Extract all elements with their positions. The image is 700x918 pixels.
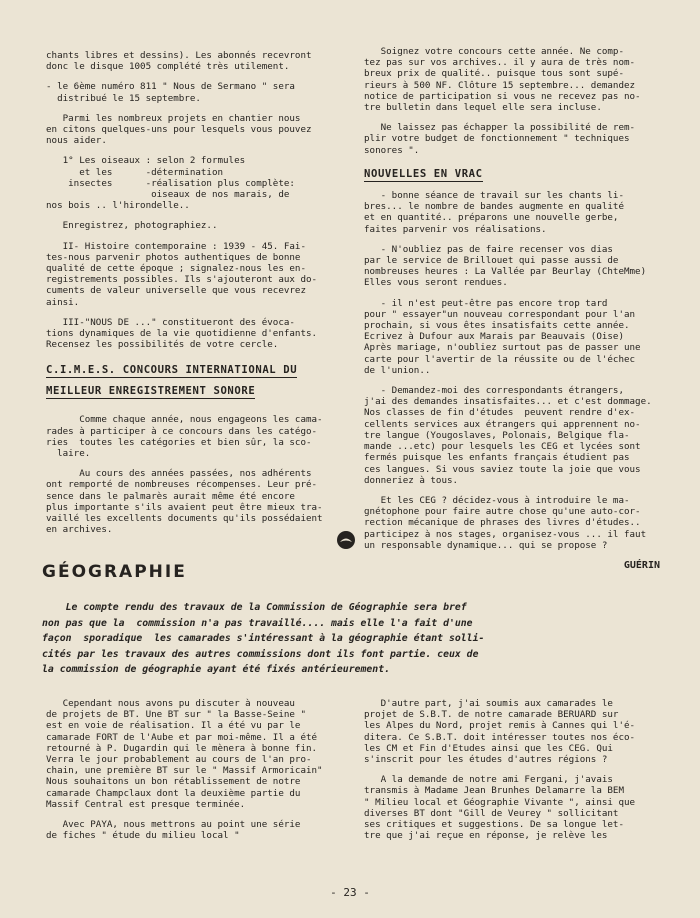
geography-left-column [46, 698, 342, 850]
paragraph: Enregistrez, photographiez.. [46, 220, 218, 232]
paragraph: Au cours des années passées, nos adhérents ont remporté de nombreuses récompenses. Leur pré- sence dans le palmarès aurait même été encore plus importante s'ils avaient peut être mieux tra- vaillé les excellents documents qu'ils possédaient en archives. [46, 468, 323, 536]
paragraph: Parmi les nombreux projets en chantier nous en citons quelques-uns pour lesquels vous pouvez nous aider. [46, 112, 312, 147]
paragraph: II- Histoire contemporaine : 1939 - 45. Fai- tes-nous parvenir photos authentiques de bonne qualité de cette époque ; signalez-nous les en- registrements possibles. Ils s'ajouteront aux do- cuments de valeur universelle que vous recevrez ainsi. [46, 240, 318, 308]
paragraph: Cependant nous avons pu discuter à nouveau de projets de BT. Une BT sur " la Basse-Seine " est en voie de réalisation. Il a été vu par le camarade FORT de l'Aube et par moi-même. Il a été retourné à P. Dugardin qui le mènera à bonne fin. Verra le jour probablement au cours de l'an pro- chain, une première BT sur le " Massif Armoricain" Nous souhaitons un bon rétablissement de notre camarade Champclaux dont la deuxième partie du Massif Central est presque terminée. [46, 698, 323, 810]
paragraph: Et les CEG ? décidez-vous à introduire le ma- gnétophone pour faire autre chose qu'une auto-cor- rection mécanique de phrases des livres d'études.. participez à nos stages, organisez-vous ... il faut un responsable dynamique... qui se propose ? [364, 494, 647, 551]
paragraph: - Demandez-moi des correspondants étrangers, j'ai des demandes insatisfaites... et c'est dommage. Nos classes de fin d'études peuvent rendre d'ex- cellents services aux étrangers qui apprennent no- tre langue (Yougoslaves, Polonais, Belgique fla- mande ...etc) pour lesquels les CEG et lycées sont fermés puisque les enfants français étudient pas ces langues. Si vous saviez toute la joie que vous donneriez à tous. [364, 385, 652, 486]
intro-line: non pas que la commission n'a pas travaillé.... mais elle l'a fait d'une [42, 617, 473, 629]
intro-line: la commission de géographie ayant été fixés antérieurement. [42, 664, 390, 675]
cimes-heading-line2: MEILLEUR ENREGISTREMENT SONORE [46, 385, 256, 398]
paragraph: - N'oubliez pas de faire recenser vos dias par le service de Brillouet qui passe aussi de nombreuses heures : La Vallée par Beurlay (ChteMme) Elles vous seront rendues. [364, 243, 647, 289]
cimes-heading-line1: C.I.M.E.S. CONCOURS INTERNATIONAL DU [46, 364, 298, 377]
intro-line: façon sporadique les camarades s'intéressant à la géographie étant solli- [42, 633, 485, 644]
paragraph: Soignez votre concours cette année. Ne comp- tez pas sur vos archives.. il y aura de très nom- breux prix de qualité.. puisque tous sont supé- rieurs à 500 NF. Clôture 15 septembre... demandez notice de participation si vous ne recevez pas no- tre bulletin dans lequel elle sera incluse. [364, 46, 641, 114]
cimes-heading [46, 363, 297, 406]
paragraph: Avec PAYA, nous mettrons au point une série de fiches " étude du milieu local " [46, 819, 301, 842]
paragraph: Comme chaque année, nous engageons les cama- rades à participer à ce concours dans les catégo- ries toutes les catégories et bien sûr, la sco- laire. [46, 414, 323, 460]
geography-right-column [364, 698, 660, 850]
paragraph: - il n'est peut-être pas encore trop tard pour " essayer"un nouveau correspondant pour l'an prochain, si vous êtes insatisfaits cette année. Ecrivez à Dufour aux Marais par Beauvais (Oise) Après mariage, n'oubliez surtout pas de passer une carte pour l'avertir de la réussite ou de l'échec de l'union.. [364, 297, 641, 376]
paragraph: III-"NOUS DE ..." constitueront des évoca- tions dynamiques de la vie quotidienne d'enfants. Recensez les possibilités de votre cercle. [46, 316, 318, 351]
paragraph: - le 6ème numéro 811 " Nous de Sermano " sera distribué le 15 septembre. [46, 81, 295, 104]
geography-title: GÉOGRAPHIE [42, 562, 187, 582]
intro-line: Le compte rendu des travaux de la Commission de Géographie sera bref [42, 602, 467, 613]
paragraph: chants libres et dessins). Les abonnés recevront donc le disque 1005 complété très utilement. [46, 50, 312, 73]
paragraph: Ne laissez pas échapper la possibilité de rem- plir votre budget de fonctionnement " techniques sonores ". [364, 122, 636, 156]
ornament-icon [336, 530, 356, 550]
paragraph: A la demande de notre ami Fergani, j'avais transmis à Madame Jean Brunhes Delamarre la BEM " Milieu local et Géographie Vivante ", ainsi que diverses BT dont "Gill de Veurey " sollicitant ses critiques et suggestions. De sa longue let- tre que j'ai reçue en réponse, je relève les [364, 774, 636, 842]
paragraph: - bonne séance de travail sur les chants li- bres... le nombre de bandes augmente en qualité et en quantité.. préparons une nouvelle gerbe, faites parvenir vos réalisations. [364, 190, 624, 235]
intro-line: cités par les travaux des autres commissions dont ils font partie. ceux de [42, 648, 479, 660]
nouvelles-heading: NOUVELLES EN VRAC [364, 169, 483, 182]
right-column [364, 46, 660, 571]
paragraph: D'autre part, j'ai soumis aux camarades le projet de S.B.T. de notre camarade BERUARD sur les Alpes du Nord, projet remis à Cannes qui l'é- ditera. Ce S.B.T. doit intéresser toutes nos éco- les CM et Fin d'Etudes ainsi que les CEG. Qui s'inscrit pour les études d'autres régions ? [364, 698, 636, 766]
geography-intro [42, 600, 522, 678]
signature: GUÉRIN [623, 559, 660, 571]
page-number: - 23 - [330, 886, 370, 899]
left-column [46, 50, 342, 545]
paragraph: 1° Les oiseaux : selon 2 formules et les -détermination insectes -réalisation plus complète: oiseaux de nos marais, de nos bois .. l'hirondelle.. [46, 155, 295, 212]
